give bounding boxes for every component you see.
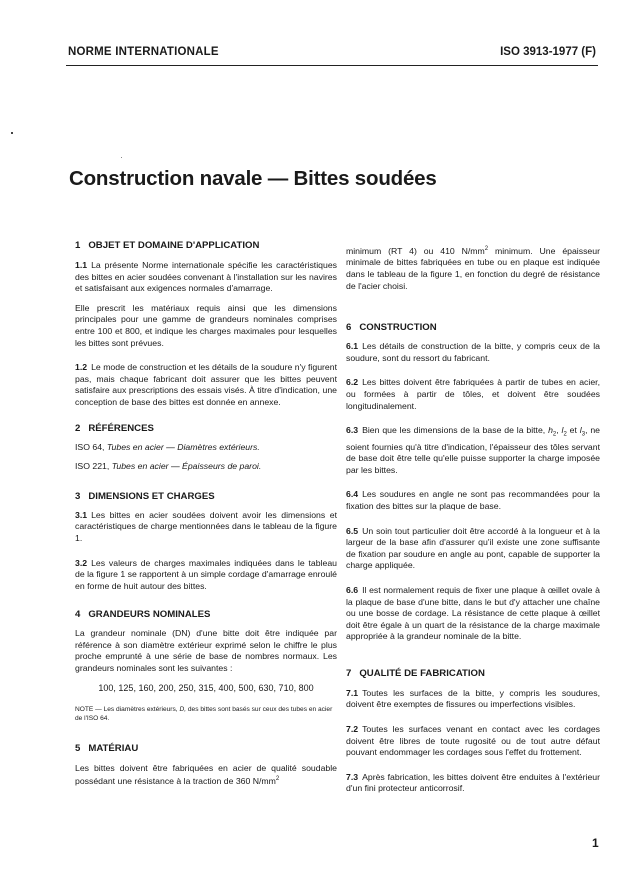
document-title: Construction navale — Bittes soudées [69,167,437,190]
section-7-heading: 7 QUALITÉ DE FABRICATION [346,667,485,679]
header-standard-type: NORME INTERNATIONALE [68,46,219,58]
section-4-heading: 4 GRANDEURS NOMINALES [75,609,211,621]
reference-iso-221: ISO 221, Tubes en acier — Épaisseurs de paroi. [75,461,262,472]
paragraph-7-1: 7.1 Toutes les surfaces de la bitte, y compris les soudures, doivent être exemptes de fissures ou imperfections visibles. [346,687,600,710]
paragraph-7-3: 7.3 Après fabrication, les bittes doivent être enduites à l'extérieur d'un fini protecteur anticorrosif. [346,771,600,794]
section-5-heading: 5 MATÉRIAU [75,742,139,754]
paragraph-6-4: 6.4 Les soudures en angle ne sont pas recommandées pour la fixation des bittes sur la plaque de base. [346,489,600,511]
paragraph-5: Les bittes doivent être fabriquées en acier de qualité soudable possédant une résistance à la traction de 360 $N/mm^2$ [75,762,337,787]
paragraph-4: La grandeur nominale (DN) d'une bitte doit être indiquée par référence à son diamètre extérieur exprimé selon le chiffre le plus proche emprunté à une série de base de nombres normaux. Les grandeurs nominales sont les suivantes : [75,628,337,674]
header-rule [66,65,598,66]
section-3-heading: 3 DIMENSIONS ET CHARGES [75,490,215,502]
margin-speck [11,132,13,134]
paragraph-3-1: 3.1 Les bittes en acier soudées doivent avoir les dimensions et caractéristiques de charge mentionnées dans le tableau de la figure 1. [75,509,337,543]
page-number: 1 [592,836,599,850]
paragraph-1-1: 1.1 La présente Norme internationale spécifie les caractéristiques des bittes en acier soudées convenant à l'installation sur les navires et satisfaisant aux exigences normales d'amarrage. [75,260,337,294]
reference-iso-64: ISO 64, Tubes en acier — Diamètres extérieurs. [75,441,260,452]
paragraph-6-1: 6.1 Les détails de construction de la bitte, y compris ceux de la soudure, sont du ressort du fabricant. [346,341,600,363]
paragraph-6-5: 6.5 Un soin tout particulier doit être accordé à la longueur et à la largeur de la base afin d'assurer qu'il existe une zone suffisante de fixation par soudure en angle au pont, capable de supporter la charge appliquée. [346,525,600,571]
paragraph-1-2: 1.2 Le mode de construction et les détails de la soudure n'y figurent pas, mais chaque fabricant doit assurer que les bittes peuvent satisfaire aux prescriptions des essais visés. À titre d'indication, une conception de base des bittes est donnée en annexe. [75,362,337,407]
section-6-heading: 6 CONSTRUCTION [346,322,437,334]
nominal-sizes-list: 100, 125, 160, 200, 250, 315, 400, 500, 630, 710, 800 [98,682,314,693]
paragraph-5-continued: minimum (RT 4) ou 410 $N/mm^2$ minimum. Une épaisseur minimale de bittes fabriquées en tube ou en plaque est indiquée dans le tableau de la figure 1, en fonction du degré de résistance de l'acier choisi. [346,245,600,291]
paragraph-6-2: 6.2 Les bittes doivent être fabriquées à partir de tubes en acier, ou formées à partir de tôles, et doivent être soudées longitudinalement. [346,377,600,411]
paragraph-7-2: 7.2 Toutes les surfaces venant en contact avec les cordages doivent être libres de toute rugosité ou de tout autre défaut pouvant endommager les cordages sous l'effet du frottement. [346,724,600,758]
paragraph-3-2: 3.2 Les valeurs de charges maximales indiquées dans le tableau de la figure 1 se rapportent à un simple cordage d'amarrage enroulé en forme de huit autour des bittes. [75,557,337,591]
right-column [346,244,600,795]
section-2-heading: 2 RÉFÉRENCES [75,422,154,434]
note-4: NOTE — Les diamètres extérieurs, D, des bittes sont basés sur ceux des tubes en acier de l'ISO 64. [75,705,333,722]
paragraph-6-6: 6.6 Il est normalement requis de fixer une plaque à œillet ovale à la plaque de base d'une bitte, dans le but d'y attacher une chaîne ou une bosse de cordage. La résistance de cette plaque à œillet doit être égale à un quart de la résistance de la charge maximale appropriée à la grandeur nominale de la bitte. [346,584,600,642]
left-column [75,240,337,788]
paragraph-1-1b: Elle prescrit les matériaux requis ainsi que les dimensions principales pour une gamme de grandeurs nominales comprises entre 100 et 800, et indique les charges maximales pour lesquelles les bittes sont prévues. [75,302,337,348]
section-1-heading: 1 OBJET ET DOMAINE D'APPLICATION [75,240,260,251]
page-speck [121,157,122,158]
paragraph-6-3: 6.3 Bien que les dimensions de la base de la bitte, $h_2$, $l_2$ et $l_3$, ne soient fournies qu'à titre d'indication, l'épaisseur des tôles servant de base doit être telle qu'elle puisse supporter la charge imposée par les bittes. [346,425,601,475]
header-standard-number: ISO 3913-1977 (F) [500,46,596,58]
